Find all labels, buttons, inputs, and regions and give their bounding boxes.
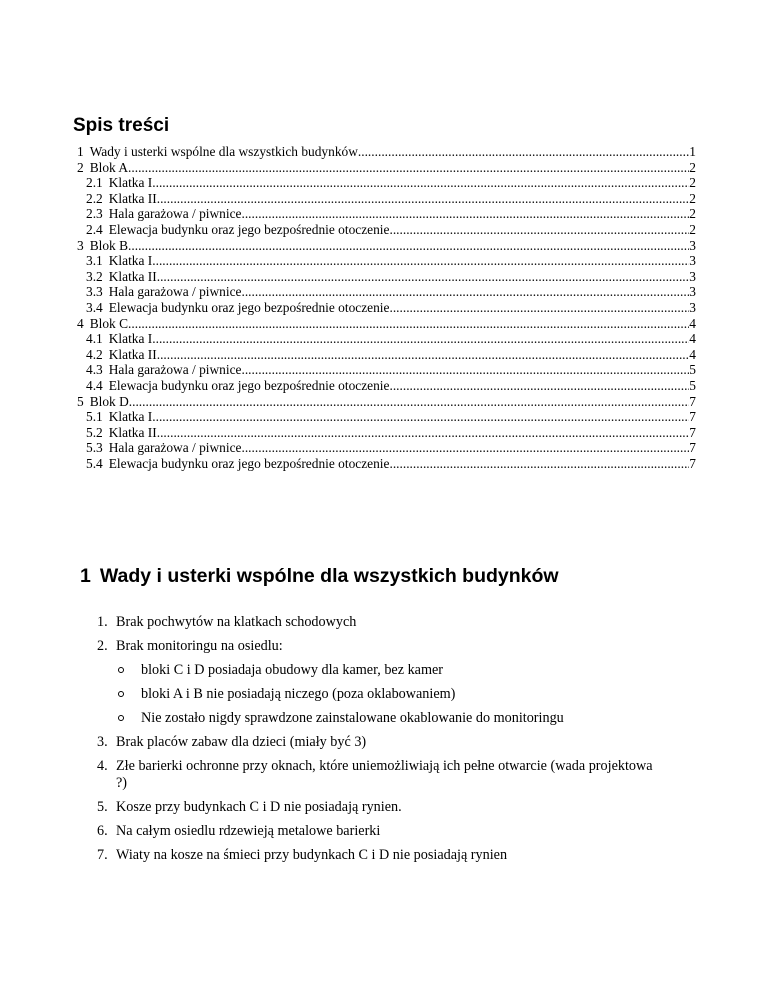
toc-entry-number: 3 bbox=[77, 237, 84, 253]
toc-dot-leader bbox=[152, 253, 689, 269]
toc-entry[interactable] bbox=[77, 394, 696, 410]
list-item-text: Brak placów zabaw dla dzieci (miały być 3) bbox=[116, 734, 367, 750]
toc-dot-leader bbox=[389, 222, 689, 238]
toc-entry-number: 4.3 bbox=[86, 362, 103, 378]
toc-entry-number: 2.3 bbox=[86, 206, 103, 222]
toc-entry[interactable] bbox=[77, 206, 696, 222]
toc-dot-leader bbox=[358, 144, 689, 160]
toc-entry-label: Elewacja budynku oraz jego bezpośrednie otoczenie bbox=[108, 377, 390, 393]
toc-entry-page: 7 bbox=[689, 409, 696, 425]
toc-entry-label: Blok A bbox=[89, 159, 129, 175]
toc-entry[interactable] bbox=[77, 409, 696, 425]
toc-entry[interactable] bbox=[77, 238, 696, 254]
list-item-number: 2. bbox=[97, 638, 108, 654]
toc-entry-page: 5 bbox=[689, 362, 696, 378]
toc-entry-label: Elewacja budynku oraz jego bezpośrednie otoczenie bbox=[108, 221, 390, 237]
list-item-number: 5. bbox=[97, 799, 108, 815]
toc-dot-leader bbox=[152, 175, 689, 191]
toc-dot-leader bbox=[152, 331, 689, 347]
toc-entry-page: 2 bbox=[689, 175, 696, 191]
toc-entry-number: 3.3 bbox=[86, 284, 103, 300]
toc-entry-label: Hala garażowa / piwnice bbox=[108, 206, 242, 222]
list-item-number: 1. bbox=[97, 614, 108, 630]
toc-entry-number: 5.2 bbox=[86, 424, 103, 440]
toc-entry[interactable] bbox=[77, 160, 696, 176]
toc-entry[interactable] bbox=[77, 440, 696, 456]
toc-entry-number: 2.2 bbox=[86, 190, 103, 206]
list-item bbox=[97, 638, 657, 727]
sub-list-item bbox=[116, 686, 657, 703]
toc-entry-number: 1 bbox=[77, 144, 84, 159]
toc-entry-page: 3 bbox=[689, 237, 696, 253]
toc-entry-label: Wady i usterki wspólne dla wszystkich budynków bbox=[89, 144, 358, 159]
toc-entry[interactable] bbox=[77, 144, 696, 160]
toc-dot-leader bbox=[129, 394, 690, 410]
toc-dot-leader bbox=[389, 300, 689, 316]
toc-title: Spis treści bbox=[73, 115, 170, 136]
toc-entry-label: Klatka I bbox=[108, 331, 153, 347]
list-item bbox=[97, 799, 657, 816]
sub-list-item bbox=[116, 662, 657, 679]
toc-dot-leader bbox=[241, 440, 689, 456]
toc-entry-number: 3.2 bbox=[86, 268, 103, 284]
toc-entry-number: 3.4 bbox=[86, 299, 103, 315]
toc-dot-leader bbox=[389, 378, 689, 394]
list-item bbox=[97, 847, 657, 864]
toc-dot-leader bbox=[241, 206, 689, 222]
toc-entry-number: 2 bbox=[77, 159, 84, 175]
list-item bbox=[97, 734, 657, 751]
sub-list bbox=[116, 662, 657, 727]
list-item-text: Złe barierki ochronne przy oknach, które uniemożliwiają ich pełne otwarcie (wada projektowa ?) bbox=[116, 758, 653, 791]
toc-entry-label: Blok B bbox=[89, 237, 129, 253]
toc-entry[interactable] bbox=[77, 425, 696, 441]
toc-entry-label: Klatka II bbox=[108, 424, 157, 440]
toc-entry[interactable] bbox=[77, 253, 696, 269]
toc-entry[interactable] bbox=[77, 362, 696, 378]
toc-entry-label: Hala garażowa / piwnice bbox=[108, 440, 242, 456]
toc-entry[interactable] bbox=[77, 284, 696, 300]
section-heading bbox=[80, 564, 559, 588]
toc-entry-number: 4.2 bbox=[86, 346, 103, 362]
toc-entry-page: 7 bbox=[689, 393, 696, 409]
list-item-text: Kosze przy budynkach C i D nie posiadają rynien. bbox=[116, 799, 402, 815]
toc-dot-leader bbox=[157, 191, 690, 207]
list-item-number: 6. bbox=[97, 823, 108, 839]
toc-entry-label: Hala garażowa / piwnice bbox=[108, 362, 242, 378]
toc-entry-label: Elewacja budynku oraz jego bezpośrednie otoczenie bbox=[108, 299, 390, 315]
list-item bbox=[97, 614, 657, 631]
toc-entry-label: Elewacja budynku oraz jego bezpośrednie otoczenie bbox=[108, 455, 390, 471]
toc-entry-number: 3.1 bbox=[86, 253, 103, 269]
toc-entry-page: 4 bbox=[689, 331, 696, 347]
toc-entry[interactable] bbox=[77, 300, 696, 316]
toc-entry-page: 4 bbox=[689, 346, 696, 362]
toc-entry[interactable] bbox=[77, 269, 696, 285]
toc-entry[interactable] bbox=[77, 347, 696, 363]
toc-entry-label: Blok D bbox=[89, 393, 129, 409]
toc-entry-number: 4 bbox=[77, 315, 84, 331]
sub-list-item-text: bloki C i D posiadaja obudowy dla kamer, bez kamer bbox=[141, 662, 444, 678]
toc-entry-number: 5.1 bbox=[86, 409, 103, 425]
toc-entry-label: Hala garażowa / piwnice bbox=[108, 284, 242, 300]
list-item-text: Brak monitoringu na osiedlu: bbox=[116, 638, 283, 654]
list-item-text: Na całym osiedlu rdzewieją metalowe barierki bbox=[116, 823, 381, 839]
toc-entry-page: 7 bbox=[689, 455, 696, 471]
list-item bbox=[97, 823, 657, 840]
toc-dot-leader bbox=[152, 409, 689, 425]
toc-entry-number: 2.4 bbox=[86, 221, 103, 237]
list-item-number: 4. bbox=[97, 758, 108, 774]
toc-entry-number: 5.3 bbox=[86, 440, 103, 456]
toc-entry-page: 7 bbox=[689, 440, 696, 456]
toc-entry-page: 3 bbox=[689, 299, 696, 315]
toc-entry-number: 4.1 bbox=[86, 331, 103, 347]
toc-entry-number: 4.4 bbox=[86, 377, 103, 393]
toc-dot-leader bbox=[128, 160, 689, 176]
sub-list-item-text: Nie zostało nigdy sprawdzone zainstalowane okablowanie do monitoringu bbox=[141, 710, 564, 726]
toc-dot-leader bbox=[157, 347, 690, 363]
toc-entry-label: Klatka II bbox=[108, 268, 157, 284]
section-number: 1 bbox=[80, 565, 91, 587]
toc-entry-label: Klatka II bbox=[108, 346, 157, 362]
toc-entry-page: 1 bbox=[689, 144, 696, 159]
toc-dot-leader bbox=[128, 316, 689, 332]
sub-list-item-text: bloki A i B nie posiadają niczego (poza oklabowaniem) bbox=[141, 686, 456, 702]
toc-entry-page: 2 bbox=[689, 190, 696, 206]
list-item-number: 3. bbox=[97, 734, 108, 750]
list-item-number: 7. bbox=[97, 847, 108, 863]
toc-entry[interactable] bbox=[77, 456, 696, 472]
toc-entry-page: 2 bbox=[689, 159, 696, 175]
toc-entry-page: 7 bbox=[689, 424, 696, 440]
toc-entry-label: Klatka II bbox=[108, 190, 157, 206]
toc-entry-label: Klatka I bbox=[108, 253, 153, 269]
toc-entry-page: 3 bbox=[689, 253, 696, 269]
toc-entry-number: 5 bbox=[77, 393, 84, 409]
table-of-contents bbox=[77, 144, 696, 471]
hollow-bullet-icon bbox=[118, 715, 124, 721]
section-title: Wady i usterki wspólne dla wszystkich budynków bbox=[99, 565, 559, 587]
toc-entry-label: Klatka I bbox=[108, 409, 153, 425]
toc-dot-leader bbox=[389, 456, 689, 472]
issues-list bbox=[97, 614, 657, 871]
toc-entry-label: Klatka I bbox=[108, 175, 153, 191]
toc-dot-leader bbox=[157, 425, 690, 441]
toc-entry[interactable] bbox=[77, 222, 696, 238]
toc-dot-leader bbox=[241, 362, 689, 378]
toc-entry-page: 4 bbox=[689, 315, 696, 331]
toc-entry[interactable] bbox=[77, 316, 696, 332]
toc-entry-page: 2 bbox=[689, 206, 696, 222]
list-item-text: Wiaty na kosze na śmieci przy budynkach C i D nie posiadają rynien bbox=[116, 847, 508, 863]
list-item-text: Brak pochwytów na klatkach schodowych bbox=[116, 614, 357, 630]
toc-entry-page: 5 bbox=[689, 377, 696, 393]
toc-dot-leader bbox=[241, 284, 689, 300]
toc-entry[interactable] bbox=[77, 378, 696, 394]
toc-entry-page: 2 bbox=[689, 221, 696, 237]
toc-entry[interactable] bbox=[77, 331, 696, 347]
toc-entry-number: 2.1 bbox=[86, 175, 103, 191]
toc-entry-page: 3 bbox=[689, 284, 696, 300]
hollow-bullet-icon bbox=[118, 667, 124, 673]
hollow-bullet-icon bbox=[118, 691, 124, 697]
toc-entry-page: 3 bbox=[689, 268, 696, 284]
list-item bbox=[97, 758, 657, 792]
toc-dot-leader bbox=[157, 269, 690, 285]
toc-entry-label: Blok C bbox=[89, 315, 129, 331]
sub-list-item bbox=[116, 710, 657, 727]
toc-entry[interactable] bbox=[77, 191, 696, 207]
toc-entry-number: 5.4 bbox=[86, 455, 103, 471]
toc-entry[interactable] bbox=[77, 175, 696, 191]
toc-dot-leader bbox=[128, 238, 689, 254]
